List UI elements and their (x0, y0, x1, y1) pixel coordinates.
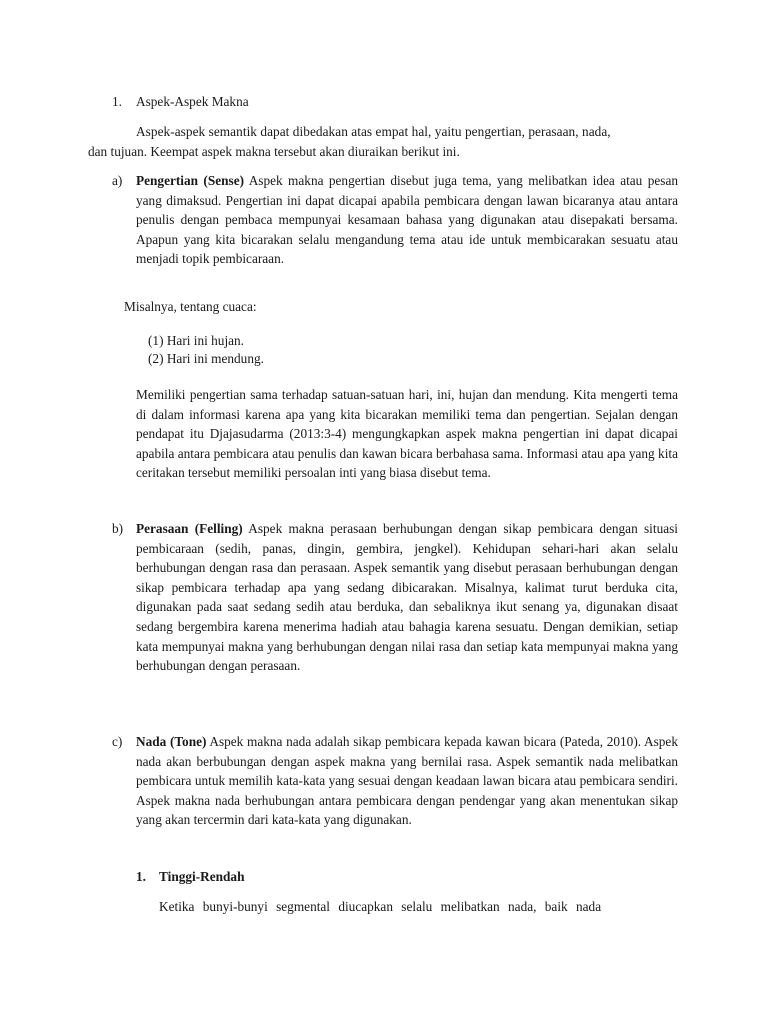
section-number: 1. (112, 94, 122, 109)
item-a-paragraph (136, 171, 678, 269)
item-a-explanation: Memiliki pengertian sama terhadap satuan-satuan hari, ini, hujan dan mendung. Kita mengerti tema di dalam informasi karena apa yang kita bicarakan memiliki tema dan pengertian. Sejalan dengan pendapat itu Djajasudarma (2013:3-4) mengungkapkan aspek makna pengertian ini dapat dicapai apabila antara pembicara atau penulis dan kawan bicara berbahasa sama. Informasi atau apa yang kita ceritakan tersebut memiliki persoalan inti yang biasa disebut tema. (136, 387, 678, 481)
subsection-text: Ketika bunyi-bunyi segmental diucapkan selalu melibatkan nada, baik nada (159, 899, 602, 914)
subsection-title (159, 867, 244, 887)
item-c-paragraph (136, 732, 678, 830)
item-b-marker: b) (112, 521, 124, 536)
item-a-body: Aspek makna pengertian disebut juga tema, yang melibatkan idea atau pesan yang dimaksud. Pengertian ini dapat dicapai apabila pembicara dengan lawan bicaranya atau antara penulis dengan pembaca mempunyai kesamaan bahasa yang digunakan atau disepakati bersama. Apapun yang kita bicarakan selalu mengandung tema atau ide untuk membicarakan sesuatu atau menjadi topik pembicaraan. (136, 173, 678, 267)
item-c-body: Aspek makna nada adalah sikap pembicara kepada kawan bicara (Pateda, 2010). Aspek nada akan berbubungan dengan aspek makna yang bernilai rasa. Aspek semantik nada melibatkan pembicara untuk memilih kata-kata yang sesuai dengan keadaan lawan bicara atau pembicara sendiri. Aspek makna nada berhubungan antara pembicara dengan pendengar yang akan menentukan sikap yang akan tercermin dari kata-kata yang digunakan. (136, 734, 678, 828)
intro-line-1: Aspek-aspek semantik dapat dibedakan atas empat hal, yaitu pengertian, perasaan, nada, (136, 124, 611, 139)
section-title: Aspek-Aspek Makna (136, 94, 249, 109)
example-intro: Misalnya, tentang cuaca: (124, 299, 257, 314)
item-b-body: Aspek makna perasaan berhubungan dengan sikap pembicara dengan situasi pembicaraan (sedih, panas, dingin, gembira, jengkel). Kehidupan sehari-hari akan selalu berhubungan dengan rasa dan perasaan. Aspek semantik yang disebut perasaan berhubungan dengan sikap pembicara terhadap apa yang sedang dibicarakan. Misalnya, kalimat turut berduka cita, digunakan pada saat sedang sedih atau berduka, dan sebaliknya ikut senang ya, digunakan disaat sedang bergembira karena menerima hadiah atau bahagia karena sesuatu. Dengan demikian, setiap kata mempunyai makna yang berhubungan dengan nilai rasa dan setiap kata mempunyai makna yang berhubungan dengan perasaan. (136, 521, 678, 674)
item-b-term: Perasaan (Felling) (136, 521, 243, 536)
subsection-number (136, 867, 146, 887)
section-intro (88, 122, 678, 161)
example-2: (2) Hari ini mendung. (148, 351, 264, 366)
intro-line-2: dan tujuan. Keempat aspek makna tersebut akan diuraikan berikut ini. (88, 143, 460, 159)
item-c-marker: c) (112, 734, 123, 749)
item-a-term: Pengertian (Sense) (136, 173, 245, 188)
item-a-marker: a) (112, 173, 123, 188)
item-b-paragraph (136, 519, 678, 676)
example-1: (1) Hari ini hujan. (148, 333, 245, 348)
subsection-title-text: Tinggi-Rendah (159, 869, 245, 884)
item-c-term: Nada (Tone) (136, 734, 207, 749)
subsection-number-text: 1. (136, 869, 146, 884)
